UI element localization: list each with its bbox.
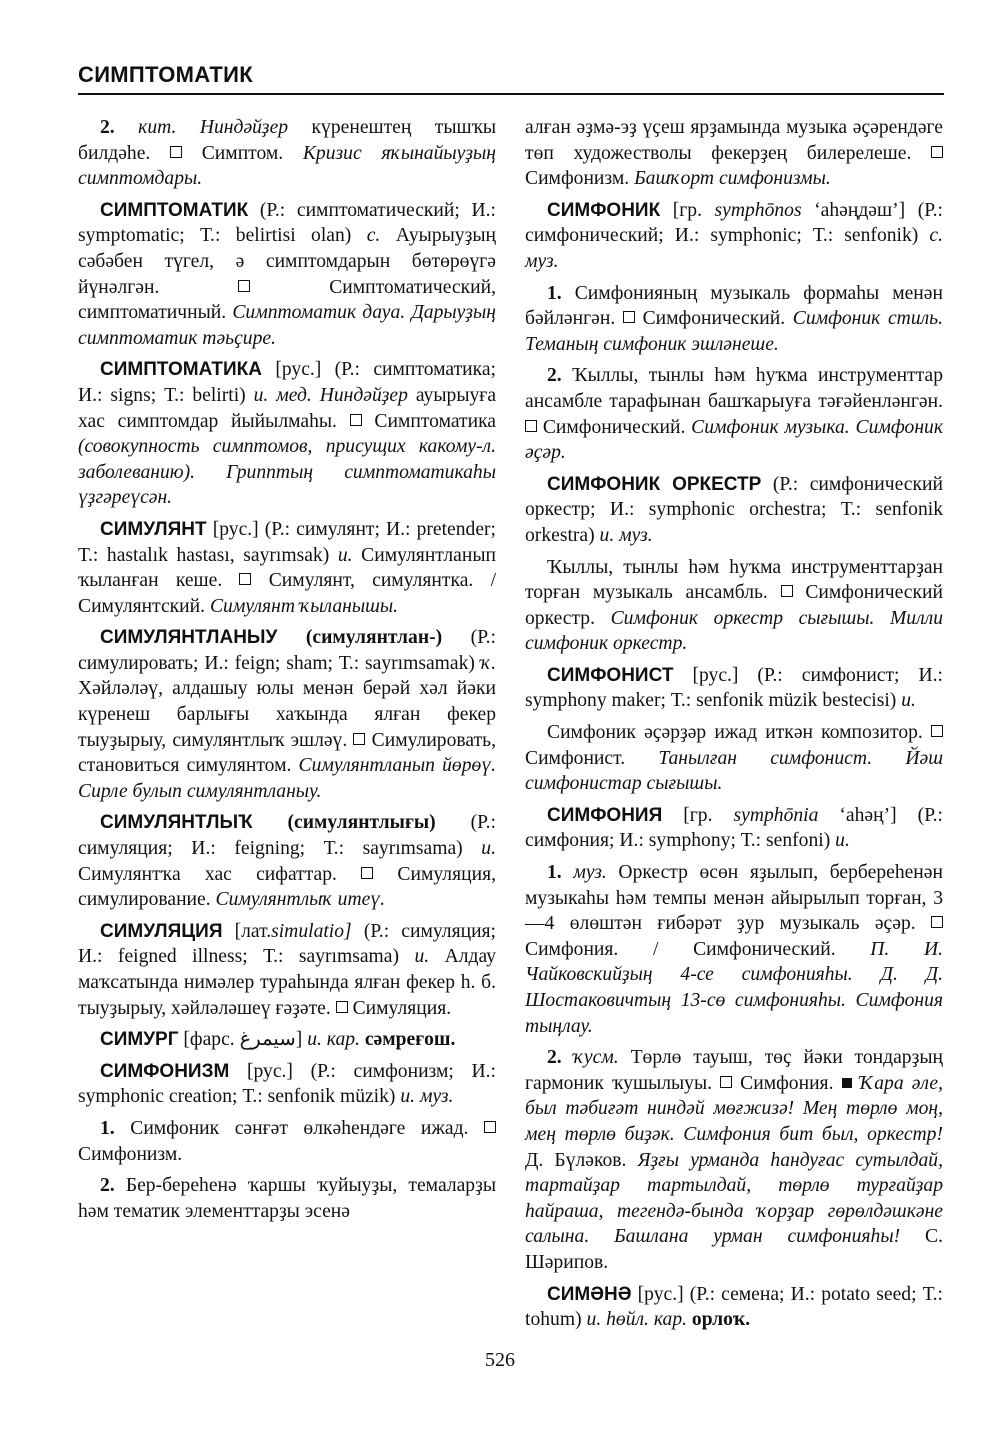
example-text: Танылған симфонист. Йәш симфонистар сығышы.	[525, 747, 943, 795]
part-of-speech: и. муз.	[400, 1086, 454, 1108]
headword: СИМФОНИК ОРКЕСТР	[547, 473, 762, 495]
entry-simfonik-sense-2	[525, 363, 943, 465]
entry-simfonist	[525, 663, 943, 714]
equivalent-box-icon	[931, 916, 943, 928]
definition: ауырыуға хас симптомдар йыйылмаһы.	[78, 384, 497, 432]
example-text: П. И. Чайковскийҙың 4-се симфонияһы. Д. Д. Шостаковичтың 13-сө симфонияһы. Симфония тыңлау.	[525, 938, 943, 1037]
literary-quote-bullet-icon	[842, 1078, 852, 1088]
russian-equivalent: Симфонический.	[542, 416, 686, 438]
sense-number: 2.	[547, 1047, 562, 1069]
cross-reference: орлоҡ.	[691, 1309, 751, 1331]
sense-number: 1.	[547, 862, 562, 884]
example-text: Ниндәйҙер	[319, 384, 408, 406]
source-word: simulatio]	[271, 920, 352, 942]
equivalent-box-icon	[931, 146, 943, 158]
part-of-speech: и.	[414, 946, 430, 968]
part-of-speech: и.	[901, 690, 916, 712]
running-head: СИМПТОМАТИК	[78, 62, 253, 87]
source-language: [гр.	[672, 199, 702, 221]
example-text: Симулянт ҡыланышы.	[209, 595, 399, 617]
definition: Алдау маҡсатында нимәлер тураһында ялған фекер һ. б. тыуҙырыу, хәйләләшеү ғәҙәте.	[78, 946, 497, 1019]
russian-equivalent: Симптоматика	[374, 410, 496, 432]
example-text: Симфоник оркестр сығышы. Милли симфоник оркестр.	[525, 607, 943, 655]
equivalent-box-icon	[623, 311, 635, 323]
entry-simfoniya	[525, 803, 943, 854]
entry-simulyatsiya	[78, 919, 496, 1021]
headword: СИМУЛЯНТЛАНЫУ	[100, 627, 278, 649]
sense-number: 1.	[100, 1117, 115, 1139]
sense-number: 2.	[100, 117, 115, 138]
russian-equivalent: Симфонист.	[525, 747, 626, 769]
source-gloss: ‘аһәңдәш’]	[814, 199, 906, 221]
part-of-speech: и.	[481, 838, 496, 860]
part-of-speech: с.	[366, 225, 381, 247]
russian-equivalent: Симфония.	[740, 1072, 834, 1094]
part-of-speech: и. мед.	[253, 384, 312, 406]
part-of-speech: и.	[337, 544, 353, 566]
literary-quote: Яҙғы урманда һандуғас сутылдай, тартайҙар тартылдай, төрлө турғайҙар һайраша, тегендә-бында ҡорҙар гөрөлдәшкәне салына. Башлана урман симфонияһы!	[525, 1149, 943, 1248]
example-text: Симулянтланып йөрөү. Сирле булып симулянтланыу.	[78, 755, 497, 802]
equivalent-box-icon	[170, 146, 182, 158]
usage-label: муз.	[573, 862, 607, 884]
entry-simfonizm-sense-2	[78, 1173, 496, 1224]
russian-equivalent: Симуляция.	[352, 997, 452, 1019]
equivalent-box-icon	[720, 1076, 732, 1088]
russian-equivalent: Симфонизм.	[525, 168, 630, 190]
entry-simfonik	[525, 198, 943, 275]
entry-simfonik-orkestr	[525, 472, 943, 549]
example-text: Кризис яҡынайыуҙың симптомдары.	[78, 142, 496, 190]
russian-equivalent: Симфонизм.	[78, 1143, 183, 1165]
russian-equivalent: Симфония.	[525, 938, 619, 960]
entry-simfonizm-sense-1	[78, 1116, 496, 1167]
part-of-speech: и.	[835, 830, 850, 852]
usage-label: ҡусм.	[573, 1047, 619, 1069]
example-text: Ниндәйҙер	[199, 117, 289, 138]
equivalent-box-icon	[353, 733, 365, 745]
definition: Бер-береһенә ҡаршы ҡуйыуҙы, темаларҙы һәм тематик элементтарҙы эсенә	[78, 1175, 496, 1222]
example-text: Симфоник стиль. Теманың симфоник эшләнеше.	[525, 308, 943, 355]
definition: Ҡыллы, тынлы һәм һуҡма инструменттарҙан торған музыкаль ансамбль.	[525, 556, 943, 604]
example-text: Симулянтлыҡ итеү.	[215, 889, 385, 911]
usage-label: кит.	[138, 117, 177, 138]
separator: /	[490, 570, 497, 592]
entry-simfonizm	[78, 1059, 496, 1110]
sense-number: 2.	[547, 365, 562, 387]
definition: Ҡыллы, тынлы һәм һуҡма инструменттар ансамбле тарафынан башҡарыуға тәғәйенләнгән.	[525, 365, 944, 412]
headword: СИМУЛЯНТЛЫҠ	[100, 812, 253, 834]
translations: (Р.: симфонический; И.: symphonic; Т.: senfonik)	[525, 199, 944, 247]
equivalent-box-icon	[336, 1001, 348, 1013]
translations: (Р.: симфонический оркестр; И.: symphonic orchestra; Т.: senfonik orkestra)	[525, 473, 943, 546]
equivalent-box-icon	[525, 420, 537, 432]
entry-simulyant	[78, 517, 496, 619]
stem-form: (симулянтлан-)	[305, 627, 443, 649]
part-of-speech: с. муз.	[525, 225, 943, 272]
entry-sense-2-symptomatic	[78, 115, 496, 192]
definition: күренештең тышҡы билдәһе.	[78, 117, 497, 164]
headword: СИМУЛЯНТ	[100, 518, 207, 540]
definition: Төрлө тауыш, төҫ йәки тондарҙың гармоник ҡушылыуы.	[525, 1047, 943, 1094]
translations: (Р.: симулировать; И.: feign; sham; Т.: sayrımsamak)	[78, 627, 496, 674]
russian-equivalent: Симптом.	[201, 142, 284, 164]
left-column	[78, 115, 496, 1230]
headword: СИМПТОМАТИКА	[100, 359, 262, 381]
sense-number: 2.	[100, 1175, 115, 1197]
separator: /	[652, 938, 659, 960]
definition: Хәйләләү, алдашыу юлы менән берәй хәл йәки күренеш барлығы хаҡында ялған фекер тыуҙырыу, симулянтлыҡ эшләү.	[78, 678, 496, 751]
translations: (Р.: симфония; И.: symphony; Т.: senfoni)	[525, 804, 943, 852]
entry-simulyantlyk	[78, 810, 496, 912]
entry-simulyantlanyu	[78, 625, 496, 804]
entry-simfonizm-continued	[525, 115, 943, 192]
entry-simfoniya-sense-2	[525, 1045, 943, 1275]
source-language: [гр.	[683, 804, 713, 826]
russian-equivalent: Симфонический.	[642, 308, 786, 330]
headword: СИМФОНИК	[547, 199, 661, 221]
definition: Симфоник әҫәрҙәр ижад иткән композитор.	[547, 722, 923, 744]
part-of-speech: ҡ.	[480, 652, 496, 674]
russian-equivalent: Симулировать, становиться симулянтом.	[78, 729, 496, 777]
translations: (Р.: симуляция; И.: feigned illness; Т.: sayrımsama)	[78, 920, 497, 968]
source-word: symphōnos	[714, 199, 802, 221]
cross-reference: сәмреғош.	[364, 1029, 456, 1051]
russian-equivalent: Симулянт, симулянтка.	[268, 570, 474, 592]
definition: алған әҙмә-эҙ үҫеш ярҙамында музыка әҫәрендәге төп художестволы фекерҙең билерелеше.	[525, 117, 943, 164]
definition: Ауырыуҙың сәбәбен түгел, ә симптомдарын бөтөрөүгә йүнәлгән.	[78, 225, 496, 298]
russian-equivalent: Симптоматический, симптоматичный.	[78, 276, 496, 324]
part-of-speech: и. һөйл. кар.	[586, 1309, 688, 1331]
definition: Оркестр өсөн яҙылып, бербереһенән музыкаһы һәм темпы менән айырылып торған, 3—4 өлөштән ғибәрәт ҙур музыкаль әҫәр.	[525, 862, 943, 935]
quote-author: С. Шәрипов.	[525, 1226, 943, 1273]
entry-simptomatika	[78, 357, 496, 511]
entry-simurg	[78, 1027, 496, 1053]
example-text: Грипптың симптоматикаһы үҙгәреүсән.	[78, 461, 496, 509]
definition: Симулянтланып ҡыланған кеше.	[78, 544, 496, 592]
translations: (Р.: симуляция; И.: feigning; Т.: sayrımsama)	[78, 812, 496, 860]
definition: Симулянтҡа хас сифаттар.	[78, 863, 337, 885]
entry-simfoniya-sense-1	[525, 860, 943, 1039]
source-language: [лат.	[234, 920, 272, 942]
headword: СИМӘНӘ	[547, 1283, 632, 1305]
literary-quote: Ҡара әле, был тәбиғәт ниндәй мөғжизә! Мең төрлө моң, мең төрлө биҙәк. Симфония бит был, оркестр!	[525, 1072, 944, 1145]
russian-equivalent: Симфонический.	[693, 938, 836, 960]
russian-equivalent: Симулянтский.	[78, 595, 206, 617]
entry-simfonist-definition	[525, 720, 943, 797]
page-number: 526	[485, 1349, 515, 1371]
russian-equivalent: Симуляция, симулирование.	[78, 863, 496, 911]
example-text: Симптоматик дауа. Дарыуҙың симптоматик тәьҫире.	[78, 302, 496, 349]
equivalent-box-icon	[361, 867, 373, 879]
translations: [рус.] (Р.: семена; И.: potato seed; Т.: tohum)	[525, 1283, 943, 1331]
translations: [рус.] (Р.: симфонист; И.: symphony maker; Т.: senfonik müzik bestecisi)	[525, 664, 944, 712]
translations: [рус.] (Р.: симулянт; И.: pretender; Т.: hastalık hastası, sayrımsak)	[78, 518, 496, 566]
translations: [рус.] (Р.: симфонизм; И.: symphonic creation; Т.: senfonik müzik)	[78, 1060, 496, 1108]
quote-author: Д. Бүләков.	[525, 1149, 627, 1171]
source-word: symphōnia	[733, 804, 819, 826]
part-of-speech: и. кар.	[307, 1029, 360, 1051]
definition: Симфонияның музыкаль формаһы менән бәйләнгән.	[525, 282, 943, 330]
translations: [рус.] (Р.: симптоматика; И.: signs; Т.: belirti)	[78, 359, 496, 406]
equivalent-box-icon	[931, 725, 943, 737]
bracket: ]	[295, 1029, 303, 1051]
source-language: [фарс.	[183, 1029, 235, 1051]
entry-simfonik-sense-1	[525, 281, 943, 358]
headword: СИМПТОМАТИК	[100, 199, 249, 221]
source-gloss: ‘аһәң’]	[839, 804, 897, 826]
translations: (Р.: симптоматический; И.: symptomatic; Т.: belirtisi olan)	[78, 199, 496, 247]
equivalent-box-icon	[238, 280, 250, 292]
headword: СИМУРГ	[100, 1029, 179, 1051]
entry-simene	[525, 1282, 943, 1333]
entry-simptomatik	[78, 198, 496, 352]
arabic-script-word: سیمرغ	[239, 1029, 296, 1051]
equivalent-box-icon	[350, 414, 362, 426]
stem-form: (симулянтлығы)	[287, 812, 436, 834]
equivalent-box-icon	[239, 573, 251, 585]
russian-note: (совокупность симптомов, присущих какому-л. заболеванию).	[78, 436, 496, 483]
headword: СИМФОНИЗМ	[100, 1060, 230, 1082]
equivalent-box-icon	[484, 1121, 496, 1133]
part-of-speech: и. муз.	[599, 524, 653, 546]
headword: СИМФОНИЯ	[547, 804, 663, 826]
example-text: Симфоник музыка. Симфоник әҫәр.	[525, 416, 944, 464]
headword: СИМФОНИСТ	[547, 664, 674, 686]
entry-simfonik-orkestr-definition	[525, 555, 943, 657]
headword: СИМУЛЯЦИЯ	[100, 920, 223, 942]
russian-equivalent: Симфонический оркестр.	[525, 582, 943, 629]
right-column	[525, 115, 943, 1339]
header-rule	[78, 93, 944, 95]
equivalent-box-icon	[781, 585, 793, 597]
definition: Симфоник сәнғәт өлкәһендәге ижад.	[130, 1117, 469, 1139]
example-text: Башҡорт симфонизмы.	[634, 168, 831, 190]
sense-number: 1.	[547, 282, 562, 304]
